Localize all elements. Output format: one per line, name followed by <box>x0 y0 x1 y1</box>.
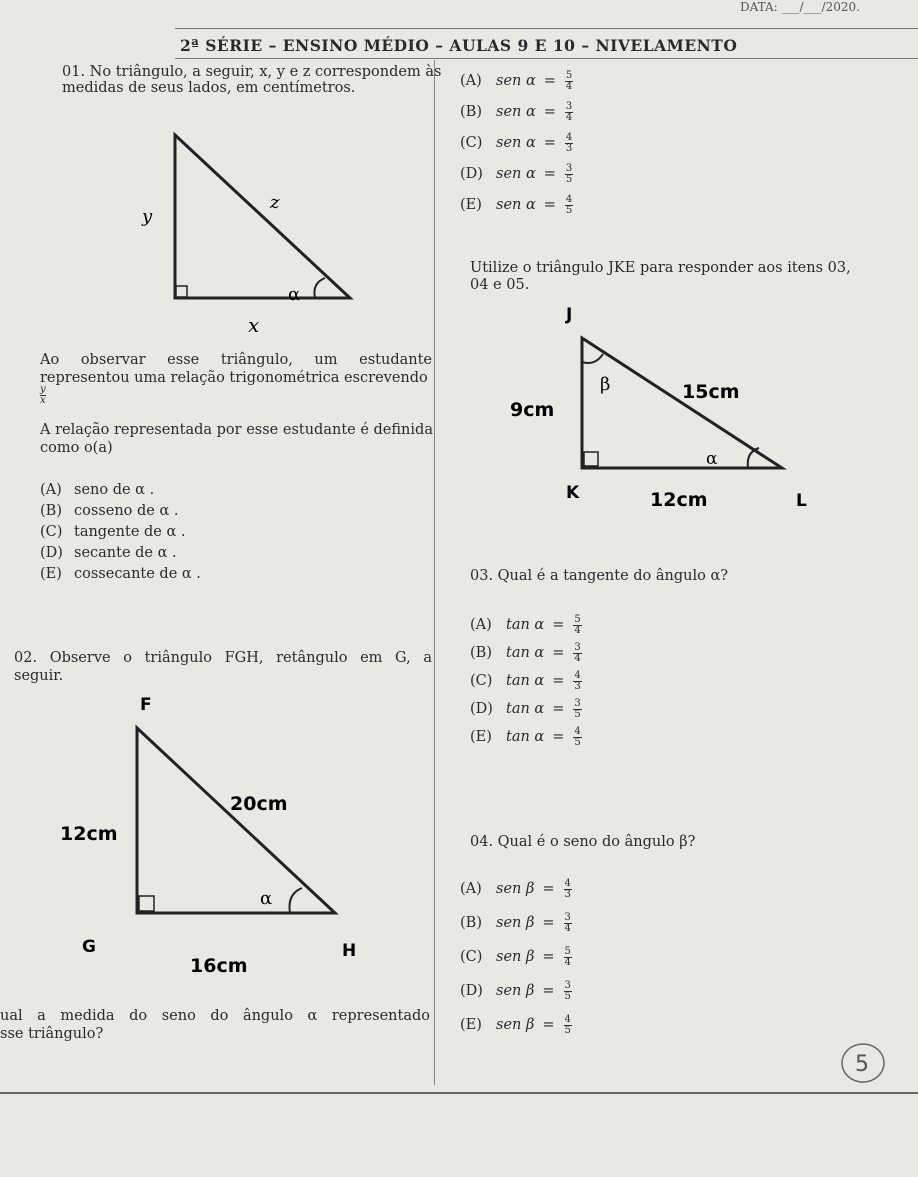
q2-label-g: G <box>82 937 96 957</box>
q2-label-left: 12cm <box>60 823 118 845</box>
q1-fraction-num: y <box>40 384 46 395</box>
jke-beta-arc <box>582 354 603 363</box>
q3-option-list <box>470 614 582 748</box>
q1-triangle <box>175 135 350 298</box>
q2-label-hyp: 20cm <box>230 793 288 815</box>
q1-text-line4: como o(a) <box>40 440 113 456</box>
q2-label-alpha: α <box>260 888 273 909</box>
header-bottom-rule <box>175 58 918 59</box>
page-number: 5 <box>855 1052 869 1077</box>
q1-right-angle-mark <box>176 286 187 297</box>
q1-answer-a[interactable]: (A) sen α = $\frac{5}{4}$ <box>460 69 573 92</box>
q1-text-line2: representou uma relação trigonométrica escrevendo <box>40 370 428 386</box>
column-divider <box>434 60 435 1085</box>
jke-triangle <box>582 338 782 468</box>
q2-label-f: F <box>140 695 152 715</box>
q2-right-angle-mark <box>139 896 154 911</box>
q3-option-a[interactable]: (A) tan α = $\frac{5}{4}$ <box>470 613 581 636</box>
q1-fraction-den: x <box>40 395 46 406</box>
q1-label-y: y <box>142 206 153 227</box>
q4-option-d[interactable]: (D) sen β = $\frac{3}{5}$ <box>460 979 571 1002</box>
q1-answer-c[interactable]: (C) sen α = $\frac{4}{3}$ <box>460 131 573 154</box>
q1-option-d[interactable]: (D) secante de α . <box>40 545 177 561</box>
jke-label-bottom: 12cm <box>650 489 708 511</box>
q2-question-line2: sse triângulo? <box>0 1026 104 1042</box>
q1-triangle-figure <box>120 120 380 335</box>
q1-fraction <box>40 385 46 406</box>
q4-option-list <box>460 878 572 1036</box>
q1-option-b[interactable]: (B) cosseno de α . <box>40 503 179 519</box>
page-title: 2ª SÉRIE – ENSINO MÉDIO – AULAS 9 E 10 – NIVELAMENTO <box>180 36 738 55</box>
q3-option-d[interactable]: (D) tan α = $\frac{3}{5}$ <box>470 697 581 720</box>
q4-question: 04. Qual é o seno do ângulo β? <box>470 834 696 850</box>
q2-label-h: H <box>342 941 357 961</box>
q1-label-alpha: α <box>288 284 301 305</box>
jke-label-l: L <box>796 491 807 511</box>
jke-right-angle-mark <box>584 452 598 466</box>
q1-option-a[interactable]: (A) seno de α . <box>40 482 155 498</box>
q1-text-line3: A relação representada por esse estudante é definida <box>40 422 433 438</box>
q1-text-line1: Ao observar esse triângulo, um estudante <box>40 352 432 368</box>
q1-intro-line2: medidas de seus lados, em centímetros. <box>62 80 356 96</box>
jke-label-beta: β <box>600 374 611 395</box>
q2-triangle-figure <box>50 688 380 978</box>
q4-option-a[interactable]: (A) sen β = $\frac{4}{3}$ <box>460 877 571 900</box>
q1-angle-arc <box>314 278 325 298</box>
q3-question: 03. Qual é a tangente do ângulo α? <box>470 568 729 584</box>
q4-option-c[interactable]: (C) sen β = $\frac{5}{4}$ <box>460 945 571 968</box>
q1-option-e[interactable]: (E) cossecante de α . <box>40 566 201 582</box>
header-top-rule <box>175 28 918 29</box>
q2-label-bottom: 16cm <box>190 955 248 977</box>
q1-option-list <box>40 482 201 587</box>
q2-line2: seguir. <box>14 668 64 684</box>
q1-answer-d[interactable]: (D) sen α = $\frac{3}{5}$ <box>460 162 573 185</box>
jke-intro-line2: 04 e 05. <box>470 277 530 293</box>
jke-label-left: 9cm <box>510 399 555 421</box>
date-field: DATA: ___/___/2020. <box>740 0 860 14</box>
q4-option-b[interactable]: (B) sen β = $\frac{3}{4}$ <box>460 911 571 934</box>
q2-triangle <box>137 728 335 913</box>
q2-line1: 02. Observe o triângulo FGH, retângulo em G, a <box>14 650 432 666</box>
jke-triangle-figure <box>500 300 830 525</box>
jke-label-k: K <box>566 483 580 503</box>
q1-answer-e[interactable]: (E) sen α = $\frac{4}{5}$ <box>460 193 573 216</box>
page-bottom-rule <box>0 1092 918 1094</box>
q2-question-line1: ual a medida do seno do ângulo α representado <box>0 1008 430 1024</box>
q3-option-c[interactable]: (C) tan α = $\frac{4}{3}$ <box>470 669 581 692</box>
jke-intro-line1: Utilize o triângulo JKE para responder aos itens 03, <box>470 260 851 276</box>
page-number-circle <box>838 1040 888 1086</box>
q2-angle-arc <box>290 888 303 913</box>
q1-label-z: z <box>270 192 280 213</box>
q1-label-x: x <box>248 313 260 335</box>
q1-answer-list <box>460 70 573 216</box>
q1-option-c[interactable]: (C) tangente de α . <box>40 524 186 540</box>
jke-label-alpha: α <box>706 449 718 469</box>
jke-label-hyp: 15cm <box>682 381 740 403</box>
jke-label-j: J <box>566 305 573 325</box>
q3-option-b[interactable]: (B) tan α = $\frac{3}{4}$ <box>470 641 581 664</box>
q1-answer-b[interactable]: (B) sen α = $\frac{3}{4}$ <box>460 100 573 123</box>
q3-option-e[interactable]: (E) tan α = $\frac{4}{5}$ <box>470 725 581 748</box>
q4-option-e[interactable]: (E) sen β = $\frac{4}{5}$ <box>460 1013 571 1036</box>
q1-intro-line1: 01. No triângulo, a seguir, x, y e z correspondem às <box>62 64 442 80</box>
